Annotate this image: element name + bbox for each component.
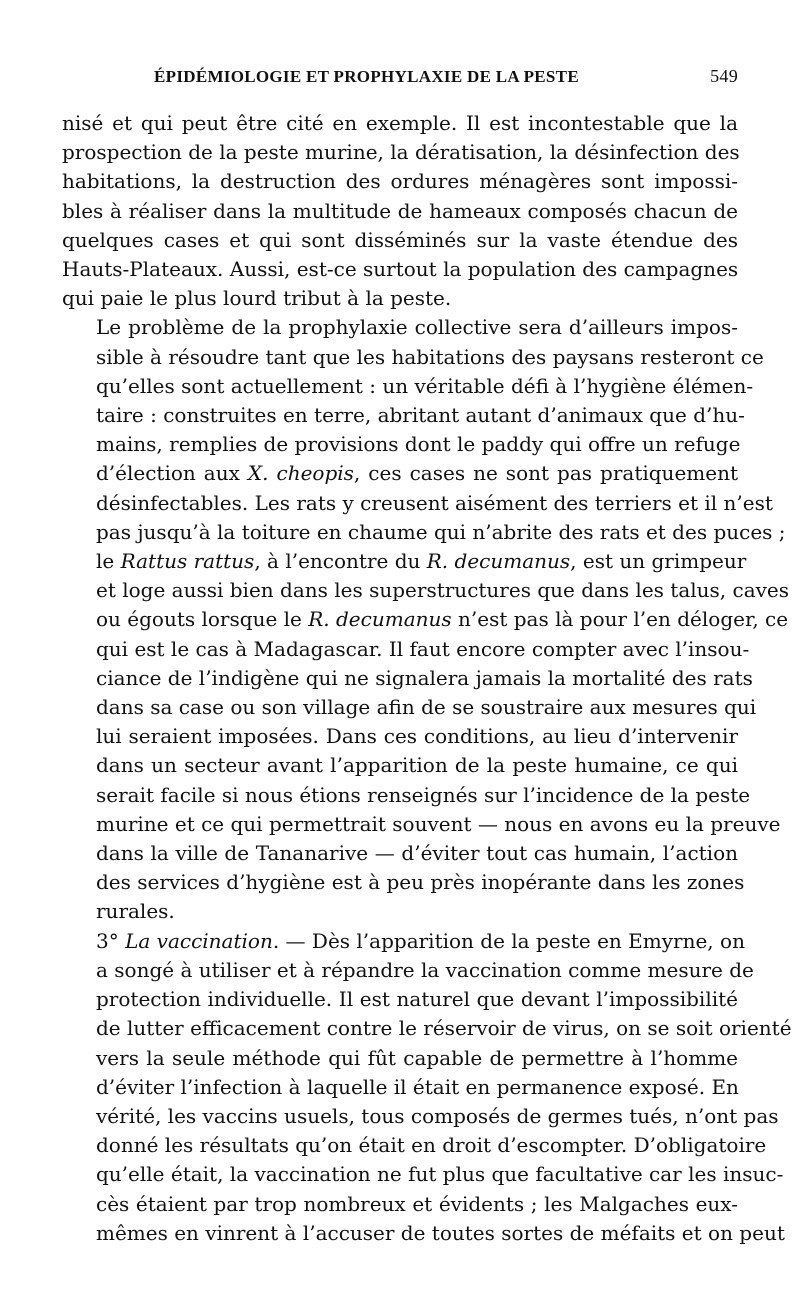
text-line: qu’elles sont actuellement : un véritable défi à l’hygiène élémen-: [96, 373, 754, 398]
paragraph: [62, 927, 792, 1248]
body-text: [62, 109, 792, 1248]
text-line: qu’elle était, la vaccination ne fut plus que facultative car les insuc-: [96, 1162, 784, 1187]
text-line: bles à réaliser dans la multitude de hameaux composés chacun de: [62, 198, 738, 223]
text-line: vers la seule méthode qui fût capable de permettre à l’homme: [96, 1045, 738, 1070]
text-line: donné les résultats qu’on était en droit d’escompter. D’obligatoire: [96, 1133, 767, 1158]
text-line: protection individuelle. Il est naturel que devant l’impossibilité: [96, 987, 738, 1012]
paragraph: [62, 313, 790, 926]
text-line: sible à résoudre tant que les habitations des paysans resteront ce: [96, 344, 764, 369]
text-line: le Rattus rattus, à l’encontre du R. decumanus, est un grimpeur: [96, 549, 747, 574]
text-line: serait facile si nous étions renseignés sur l’incidence de la peste: [96, 782, 751, 807]
text-line: vérité, les vaccins usuels, tous composés de germes tués, n’ont pas: [96, 1103, 779, 1128]
text-line: murine et ce qui permettrait souvent — nous en avons eu la preuve: [96, 811, 781, 836]
text-line: quelques cases et qui sont disséminés sur la vaste étendue des: [62, 227, 738, 252]
text-line: de lutter efficacement contre le réservoir de virus, on se soit orienté: [96, 1016, 792, 1041]
text-line: qui est le cas à Madagascar. Il faut encore compter avec l’insou-: [96, 636, 750, 661]
text-line: mains, remplies de provisions dont le paddy qui offre un refuge: [96, 432, 741, 457]
text-line: ou égouts lorsque le R. decumanus n’est pas là pour l’en déloger, ce: [96, 607, 789, 632]
text-line: rurales.: [96, 899, 175, 924]
text-line: ciance de l’indigène qui ne signalera jamais la mortalité des rats: [96, 665, 753, 690]
text-line: d’éviter l’infection à laquelle il était en permanence exposé. En: [96, 1074, 739, 1099]
page-number: 549: [710, 66, 738, 86]
text-line: a songé à utiliser et à répandre la vaccination comme mesure de: [96, 957, 754, 982]
paragraph: [62, 109, 738, 313]
text-line: dans sa case ou son village afin de se soustraire aux mesures qui: [96, 695, 757, 720]
text-line: cès étaient par trop nombreux et évidents ; les Malgaches eux-: [96, 1191, 738, 1216]
text-line: qui paie le plus lourd tribut à la peste.: [62, 286, 452, 311]
text-line: Hauts-Plateaux. Aussi, est-ce surtout la population des campagnes: [62, 257, 739, 282]
text-line: nisé et qui peut être cité en exemple. Il est incontestable que la: [62, 111, 738, 135]
text-line: d’élection aux X. cheopis, ces cases ne sont pas pratiquement: [96, 461, 738, 486]
text-line: et loge aussi bien dans les superstructures que dans les talus, caves: [96, 578, 790, 603]
text-line: prospection de la peste murine, la dératisation, la désinfection des: [62, 140, 740, 165]
text-line: lui seraient imposées. Dans ces conditions, au lieu d’intervenir: [96, 724, 738, 749]
text-line: mêmes en vinrent à l’accuser de toutes sortes de méfaits et on peut: [96, 1220, 785, 1245]
text-line: dans un secteur avant l’apparition de la peste humaine, ce qui: [96, 753, 738, 778]
running-header: [62, 66, 738, 87]
text-line: taire : construites en terre, abritant autant d’animaux que d’hu-: [96, 403, 745, 428]
text-line: habitations, la destruction des ordures ménagères sont impossi-: [62, 169, 738, 194]
text-line: Le problème de la prophylaxie collective sera d’ailleurs impos-: [96, 315, 738, 340]
running-title: ÉPIDÉMIOLOGIE ET PROPHYLAXIE DE LA PESTE: [154, 67, 579, 86]
text-line: 3° La vaccination. — Dès l’apparition de la peste en Emyrne, on: [96, 928, 745, 953]
text-line: désinfectables. Les rats y creusent aisément des terriers et il n’est: [96, 490, 773, 515]
text-line: des services d’hygiène est à peu près inopérante dans les zones: [96, 870, 745, 895]
text-line: pas jusqu’à la toiture en chaume qui n’abrite des rats et des puces ;: [96, 519, 786, 544]
text-line: dans la ville de Tananarive — d’éviter tout cas humain, l’action: [96, 841, 738, 866]
